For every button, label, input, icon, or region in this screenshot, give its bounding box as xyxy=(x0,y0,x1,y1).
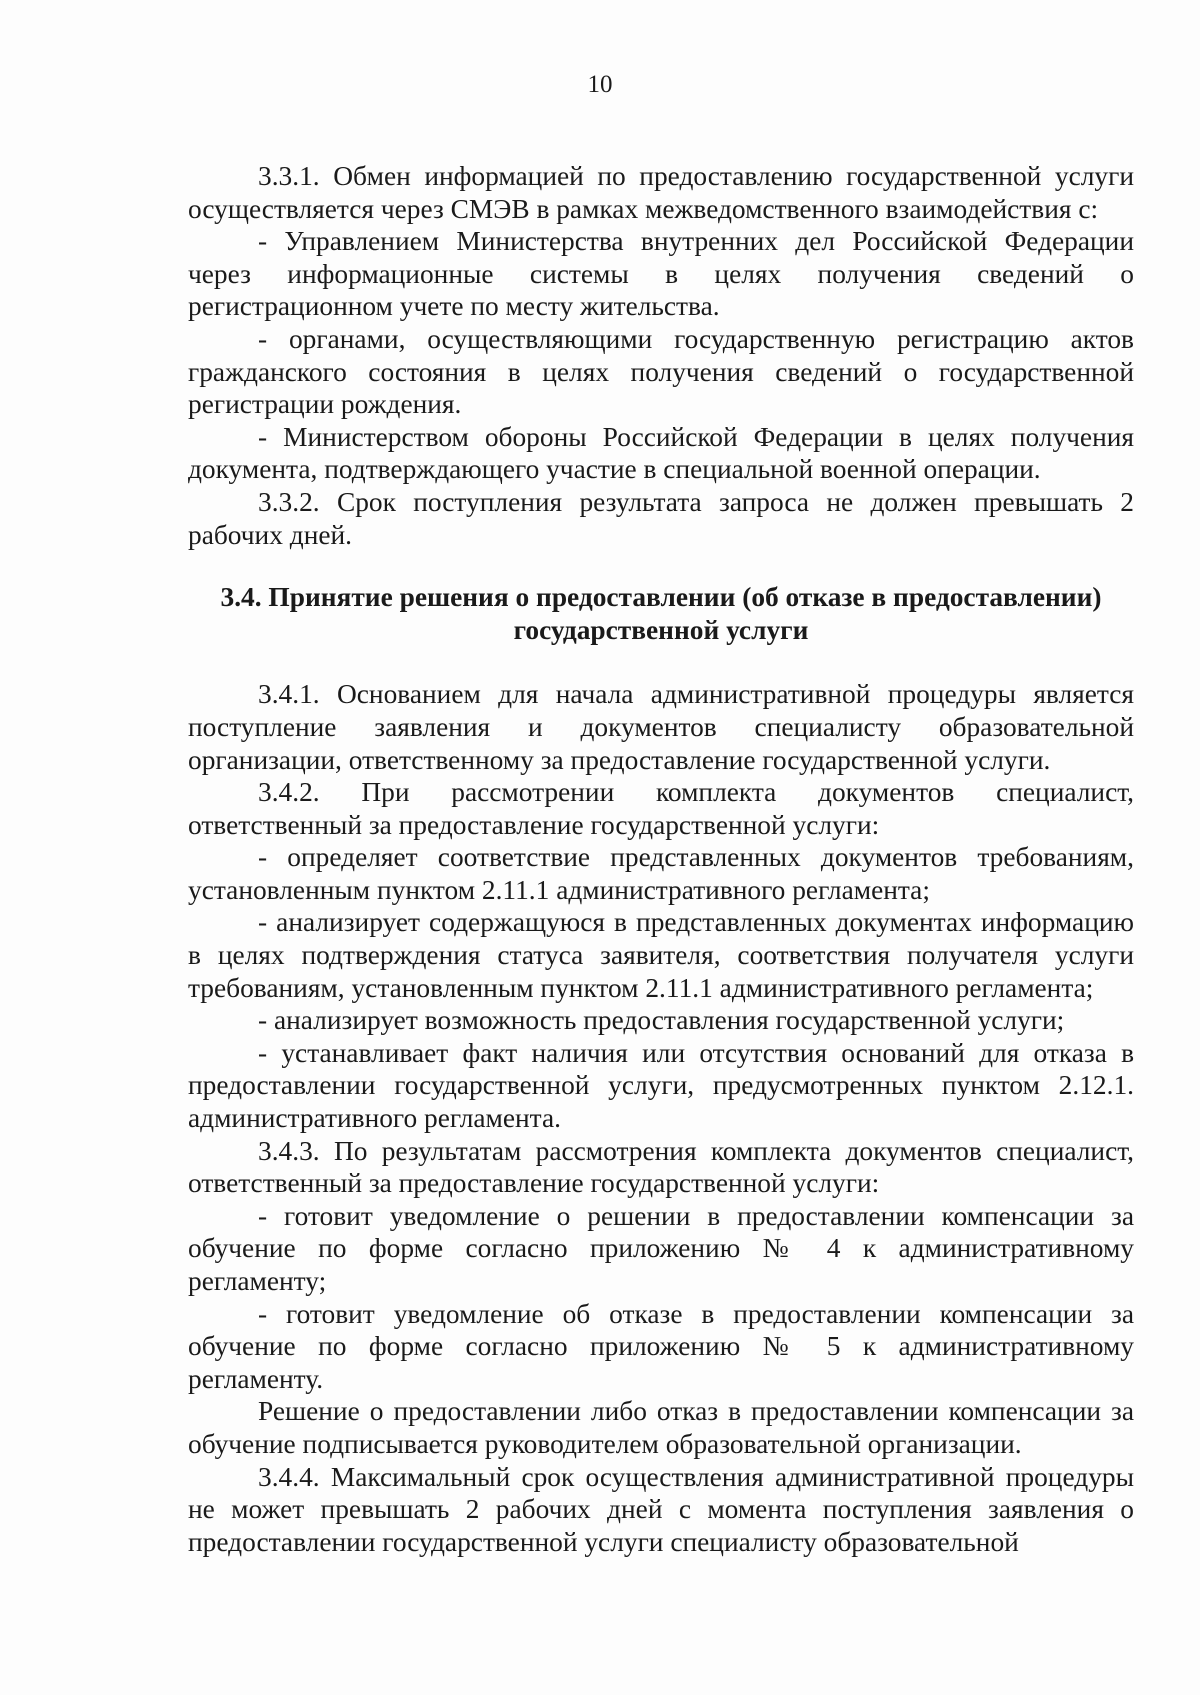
paragraph-3-4-2-item-b: - анализирует содержащуюся в представленных документах информацию в целях подтверждения статуса заявителя, соответствия получателя услуги требованиям, установленным пунктом 2.11.1 административного регламента; xyxy=(188,907,1134,1003)
section-heading-3-4 xyxy=(188,581,1134,646)
paragraph-3-4-3-item-b: - готовит уведомление об отказе в предоставлении компенсации за обучение по форме согласно приложению № 5 к административному регламенту. xyxy=(188,1298,1134,1394)
paragraph-3-4-3: 3.4.3. По результатам рассмотрения комплекта документов специалист, ответственный за предоставление государственной услуги: xyxy=(188,1135,1134,1199)
page-number: 10 xyxy=(587,71,613,98)
document-body xyxy=(188,160,1134,1558)
paragraph-3-4-2: 3.4.2. При рассмотрении комплекта документов специалист, ответственный за предоставление государственной услуги: xyxy=(188,777,1134,840)
paragraph-3-4-3-decision: Решение о предоставлении либо отказ в предоставлении компенсации за обучение подписывается руководителем образовательной организации. xyxy=(188,1396,1134,1459)
section-heading-line-1: 3.4. Принятие решения о предоставлении (об отказе в предоставлении) xyxy=(220,582,1102,613)
paragraph-3-4-3-item-a: - готовит уведомление о решении в предоставлении компенсации за обучение по форме согласно приложению № 4 к административному регламенту; xyxy=(188,1200,1134,1296)
paragraph-3-4-2-item-c: - анализирует возможность предоставления государственной услуги; xyxy=(258,1005,1065,1036)
paragraph-3-4-2-item-d: - устанавливает факт наличия или отсутствия оснований для отказа в предоставлении государственной услуги, предусмотренных пунктом 2.12.1. административного регламента. xyxy=(188,1037,1134,1134)
paragraph-3-4-2-item-a: - определяет соответствие представленных документов требованиям, установленным пунктом 2.11.1 административного регламента; xyxy=(188,842,1134,905)
paragraph-3-3-1-item-mvd: - Управлением Министерства внутренних дел Российской Федерации через информационные системы в целях получения сведений о регистрационном учете по месту жительства. xyxy=(188,226,1134,322)
paragraph-3-3-1-item-zags: - органами, осуществляющими государственную регистрацию актов гражданского состояния в целях получения сведений о государственной регистрации рождения. xyxy=(188,323,1134,420)
section-heading-line-2: государственной услуги xyxy=(513,614,809,645)
paragraph-3-4-1: 3.4.1. Основанием для начала административной процедуры является поступление заявления и документов специалисту образовательной организации, ответственному за предоставление государственной услуги. xyxy=(188,679,1134,775)
paragraph-3-3-1-item-mo: - Министерством обороны Российской Федерации в целях получения документа, подтверждающего участие в специальной военной операции. xyxy=(188,421,1134,485)
paragraph-3-4-4: 3.4.4. Максимальный срок осуществления административной процедуры не может превышать 2 рабочих дней с момента поступления заявления о предоставлении государственной услуги специалисту образовательной xyxy=(188,1461,1134,1557)
paragraph-3-3-2: 3.3.2. Срок поступления результата запроса не должен превышать 2 рабочих дней. xyxy=(188,486,1134,550)
paragraph-3-3-1: 3.3.1. Обмен информацией по предоставлению государственной услуги осуществляется через СМЭВ в рамках межведомственного взаимодействия с: xyxy=(188,161,1134,224)
